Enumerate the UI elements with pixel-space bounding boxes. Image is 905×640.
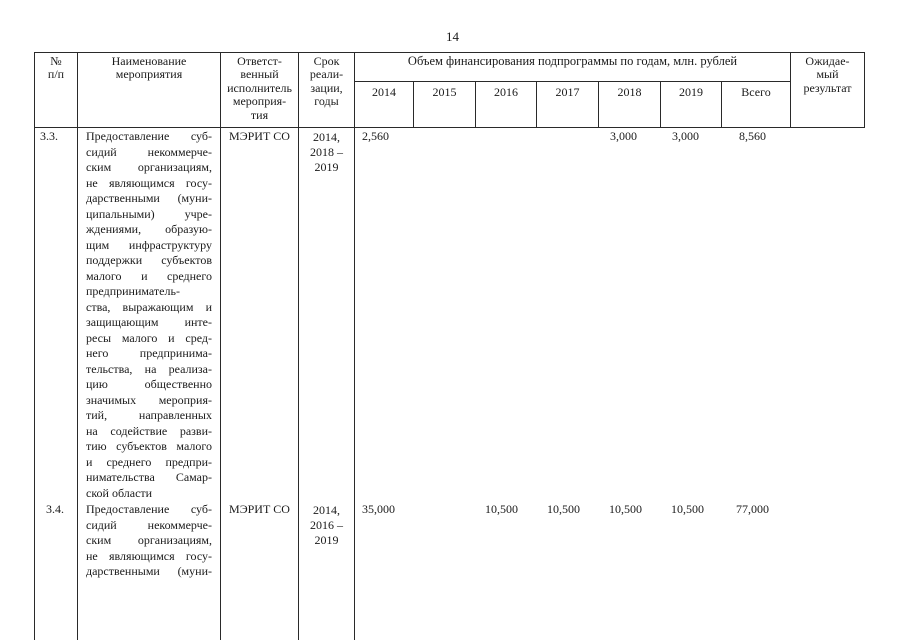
row-name-line: тий, направленных bbox=[86, 408, 212, 422]
header-executor-line: венный bbox=[240, 67, 279, 82]
header-number-line: п/п bbox=[47, 67, 65, 82]
row-name bbox=[86, 502, 212, 580]
row-number: 3.3. bbox=[40, 129, 58, 143]
header-executor-line: исполнитель bbox=[227, 80, 292, 95]
row-name-line: сидий некоммерче- bbox=[86, 517, 212, 532]
header-year-2019: 2019 bbox=[679, 85, 703, 99]
header-result-line: мый bbox=[816, 67, 839, 82]
header-name bbox=[78, 55, 220, 82]
row-term-line: 2019 bbox=[314, 160, 339, 174]
row-name-line: ства, выражающим и bbox=[86, 299, 212, 314]
row-term-line: 2014, bbox=[313, 130, 340, 144]
header-executor-line: мероприя- bbox=[232, 94, 287, 109]
years-divider bbox=[354, 81, 790, 82]
row-value-2016: 10,500 bbox=[485, 502, 518, 516]
header-year-2018: 2018 bbox=[617, 85, 642, 99]
row-name bbox=[86, 129, 212, 501]
header-bottom-border bbox=[34, 127, 864, 128]
header-term bbox=[299, 55, 354, 109]
row-executor: МЭРИТ СО bbox=[229, 502, 290, 516]
page-number: 14 bbox=[446, 29, 459, 44]
row-name-line: малого и среднего bbox=[86, 268, 212, 283]
row-term-line: 2016 – bbox=[310, 518, 343, 532]
header-number bbox=[35, 55, 77, 82]
row-name-line: него предпринима- bbox=[86, 346, 212, 360]
header-result-line: результат bbox=[803, 80, 852, 95]
header-year-2015: 2015 bbox=[432, 85, 457, 99]
row-name-line: Предоставление суб- bbox=[86, 502, 212, 516]
table-top-border bbox=[34, 52, 864, 53]
row-name-line: Предоставление суб- bbox=[86, 129, 212, 143]
col-border-4 bbox=[354, 52, 355, 640]
row-number: 3.4. bbox=[46, 502, 64, 516]
header-year-2016: 2016 bbox=[494, 85, 518, 99]
row-name-line: тию субъектов малого bbox=[86, 439, 212, 453]
row-name-line: дарственными (муни- bbox=[86, 191, 212, 205]
row-name-line: ждениями, образую- bbox=[86, 222, 212, 236]
row-term-line: 2019 bbox=[314, 533, 339, 547]
row-value-2018: 10,500 bbox=[609, 502, 642, 516]
col-border-left bbox=[34, 52, 35, 640]
row-name-line: защищающим инте- bbox=[86, 315, 212, 329]
row-name-line: дарственными (муни- bbox=[86, 564, 212, 578]
row-name-line: щим инфраструктуру bbox=[86, 237, 212, 252]
row-name-line: не являющимся госу- bbox=[86, 548, 212, 563]
header-funding-group: Объем финансирования подпрограммы по годам, млн. рублей bbox=[407, 54, 738, 68]
row-value-2014: 2,560 bbox=[362, 129, 389, 143]
header-total: Всего bbox=[741, 85, 771, 99]
header-executor-line: Ответст- bbox=[237, 54, 282, 68]
row-name-line: цию общественно bbox=[86, 377, 212, 391]
row-value-2019: 10,500 bbox=[671, 502, 704, 516]
row-name-line: тельства, на реализа- bbox=[86, 361, 212, 376]
header-term-line: Срок bbox=[313, 54, 340, 68]
header-term-line: реали- bbox=[309, 67, 344, 82]
header-year-2014: 2014 bbox=[372, 85, 396, 99]
row-term bbox=[299, 130, 354, 175]
col-border-1 bbox=[77, 52, 78, 640]
row-name-line: предприниматель- bbox=[86, 284, 180, 298]
row-value-total: 8,560 bbox=[739, 129, 766, 143]
row-name-line: на содействие разви- bbox=[86, 423, 212, 438]
row-name-line: ресы малого и сред- bbox=[86, 330, 212, 345]
header-number-line: № bbox=[50, 54, 62, 68]
row-term-line: 2018 – bbox=[310, 145, 343, 159]
header-name-line: Наименование bbox=[111, 54, 187, 68]
header-result-line: Ожидае- bbox=[805, 54, 850, 68]
row-value-2019: 3,000 bbox=[672, 129, 699, 143]
row-name-line: нимательства Самар- bbox=[86, 470, 212, 484]
row-name-line: ципальными) учре- bbox=[86, 206, 212, 221]
row-value-2017: 10,500 bbox=[547, 502, 580, 516]
header-executor-line: тия bbox=[250, 107, 269, 122]
row-name-line: ским организациям, bbox=[86, 533, 212, 547]
header-year-2017: 2017 bbox=[555, 85, 580, 99]
header-executor bbox=[221, 55, 298, 122]
row-executor: МЭРИТ СО bbox=[229, 129, 290, 143]
row-name-line: и среднего предпри- bbox=[86, 454, 212, 469]
row-name-line: сидий некоммерче- bbox=[86, 144, 212, 159]
row-value-total: 77,000 bbox=[736, 502, 769, 516]
row-name-line: поддержки субъектов bbox=[86, 253, 212, 267]
row-name-line: значимых мероприя- bbox=[86, 392, 212, 407]
row-term bbox=[299, 503, 354, 548]
header-result bbox=[791, 55, 864, 95]
row-value-2018: 3,000 bbox=[610, 129, 637, 143]
row-value-2014: 35,000 bbox=[362, 502, 395, 516]
header-name-line: мероприятия bbox=[115, 67, 183, 82]
header-term-line: годы bbox=[314, 94, 339, 109]
row-name-line: ским организациям, bbox=[86, 160, 212, 174]
row-name-line: ской области bbox=[86, 485, 153, 500]
col-border-right bbox=[864, 52, 865, 128]
header-term-line: зации, bbox=[310, 80, 343, 95]
row-name-line: не являющимся госу- bbox=[86, 175, 212, 190]
row-term-line: 2014, bbox=[313, 503, 340, 517]
